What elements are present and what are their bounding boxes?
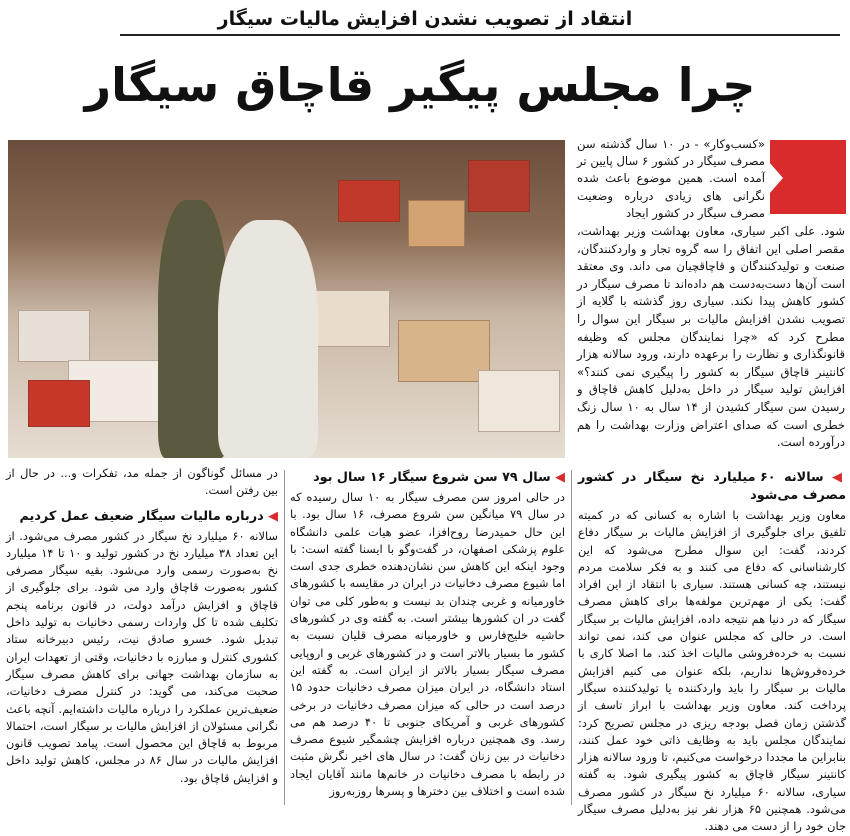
section-heading [290,469,565,487]
section3-body: سالانه ۶۰ میلیارد نخ سیگار در کشور مصرف می‌شود. از این تعداد ۳۸ میلیارد نخ در کشور تولید و ۱۰ تا ۱۴ میلیارد نخ به‌صورت رسمی وارد می‌شود. بقیه سیگار مصرفی کشور به‌صورت قاچاق وارد می شود. برای جلوگیری از قاچاق و افزایش درآمد دولت، در قانون برنامه پنجم تکلیف شده تا کل واردات رسمی دخانیات به تولید داخل تبدیل شود. خسرو صادق نیت، رئیس دبیرخانه ستاد کشوری کنترل و مبارزه با دخانیات، وقتی از تعهدات ایران به سازمان بهداشت جهانی برای کاهش مصرف سیگار صحبت می‌کند، می گوید: در کنترل مصرف دخانیات، ضعیف‌ترین عملکرد را درباره مالیات داشته‌ایم. آنچه باعث نگرانی مسئولان از افزایش مالیات بر سیگار است، احتمالا مربوط به قاچاق این محصول است. پیامد تصویب قانون افزایش مالیات در سال ۸۶ در مجلس، کاهش تولید داخل و افزایش قاچاق بود. [6,528,278,785]
arrow-icon: ◀ [832,470,846,485]
section1-title: سالانه ۶۰ میلیارد نخ سیگار در کشور مصرف می‌شود [578,470,846,503]
section3-title: درباره مالیات سیگار ضعیف عمل کردیم [19,508,264,524]
section1-body: معاون وزیر بهداشت با اشاره به کسانی که در کمیته تلفیق برای جلوگیری از افزایش مالیات بر سیگار دفاع کردند، گفت: این سوال مطرح می‌شود که این کارشناسانی که دفاع می کنند و به فکر سلامت مردم نیستند، چه کسانی هستند. سیاری با انتقاد از این افراد گفت: یکی از مهم‌ترین مولفه‌ها برای کاهش مصرف سیگار که در دنیا هم نتیجه داده، افزایش مالیات بر سیگار است. در حالی که مجلس عنوان می کند، نمی تواند نسبت به خرده‌فروشی مالیات اخذ کند. ما اصلا کاری با خرده‌فروش‌ها نداریم، بلکه عنوان می کنیم افزایش مالیات بر سیگار را باید واردکننده یا تولیدکننده سیگار پرداخت کند. معاون وزیر بهداشت با ابراز تاسف از گذشتن زمان فصل بودجه ریزی در مجلس تصریح کرد: نمایندگان مجلس باید به وظایف ذاتی خود عمل کنند، بنابراین ما مجددا درخواست می‌کنیم، تا ورود سالانه هزار کانتینر سیگار قاچاق به کشور پیگیری شود. به گفته سیاری، سالانه ۶۰ میلیارد نخ سیگار در کشور مصرف می‌شود. همچنین ۶۵ هزار نفر نیز به‌دلیل مصرف سیگار جان خود را از دست می دهند. [578,508,846,834]
column-divider [571,470,572,805]
section-heading [578,469,846,505]
section2-body: در حالی امروز سن مصرف سیگار به ۱۰ سال رسیده که در سال ۷۹ میانگین سن شروع مصرف، ۱۶ سال بود. با این حال حمیدرضا روح‌افزا، عضو هیات علمی دانشگاه علوم پزشکی اصفهان، در گفت‌وگو با ایسنا گفته است: با وجود اینکه این کاهش سن نشان‌دهنده خطری جدی است اما شیوع مصرف دخانیات در ایران در مقایسه با کشورهای خاورمیانه و غربی چندان بد نیست و به‌طور کلی می توان گفت در ان کشورها بیشتر است. به گفته وی در کشورهای حاشیه خلیج‌فارس و خاورمیانه مصرف قلیان نسبت به کشور ما بسیار بالاتر است و در کشورهای غربی و اروپایی مصرف سیگار بسیار بالاتر از ایران است. به گفته این استاد دانشگاه، در ایران میزان مصرف دخانیات حدود ۱۵ درصد است در حالی که میزان مصرف دخانیات در برخی کشورهای غربی و آمریکای جنوبی تا ۴۰ درصد هم می رسد. وی همچنین درباره افزایش چشمگیر شیوع مصرف دخانیات در بین زنان گفت: در سال های اخیر نگرش مثبت در رابطه با مصرف دخانیات در خانم‌ها مانند آقایان ایجاد شده است و اختلاف بین دختر‌ها و پسر‌ها روزبه‌روز [290,490,565,799]
column-left [6,465,278,787]
section-marker [770,140,846,214]
section3-intro: در مسائل گوناگون از جمله مد، تفکرات و... در حال از بین رفتن است. [6,466,278,498]
section2-title: سال ۷۹ سن شروع سیگار ۱۶ سال بود [313,470,551,485]
arrow-icon: ◀ [555,470,565,485]
intro-text: «کسب‌وکار» - در ۱۰ سال گذشته سن مصرف سیگار در کشور ۶ سال پایین تر آمده است. همین موضوع باعث شده نگرانی های زیادی درباره وضعیت مصرف سیگار در کشور ایجاد [577,137,765,220]
column-middle [290,465,565,800]
headline: چرا مجلس پیگیر قاچاق سیگار [84,58,756,112]
article-photo [8,140,565,458]
kicker: انتقاد از تصویب نشدن افزایش مالیات سیگار [217,8,633,30]
section-heading [6,508,278,526]
column-right [578,465,846,836]
arrow-icon: ◀ [268,508,278,524]
intro-text-continued: شود. علی اکبر سیاری، معاون بهداشت وزیر بهداشت، مقصر اصلی این اتفاق را سه گروه تجار و واردکنندگان، صنعت و تولیدکنندگان و قاچاقچیان می داند. وی معتقد است آن‌ها دست‌به‌دست هم داده‌اند تا مصرف سیگار در کشور کاهش پیدا نکند. سیاری روز گذشته با گلایه از تصویب نشدن افزایش مالیات بر سیگار این سوال را مطرح کرد که «چرا نمایندگان مجلس که وظیفه قانونگذاری و نظارت را برعهده دارند، ورود سالانه هزار کانتینر قاچاق سیگار به کشور را پیگیری نمی کنند؟» افزایش تولید سیگار در داخل به‌دلیل کاهش قاچاق و رسیدن سن سیگار کشیدن از ۱۴ سال به ۱۰ سال زنگ خطری است که صدای اعتراض وزارت بهداشت را هم درآورده است. [577,224,845,450]
column-divider [284,470,285,805]
top-rule [120,34,840,36]
